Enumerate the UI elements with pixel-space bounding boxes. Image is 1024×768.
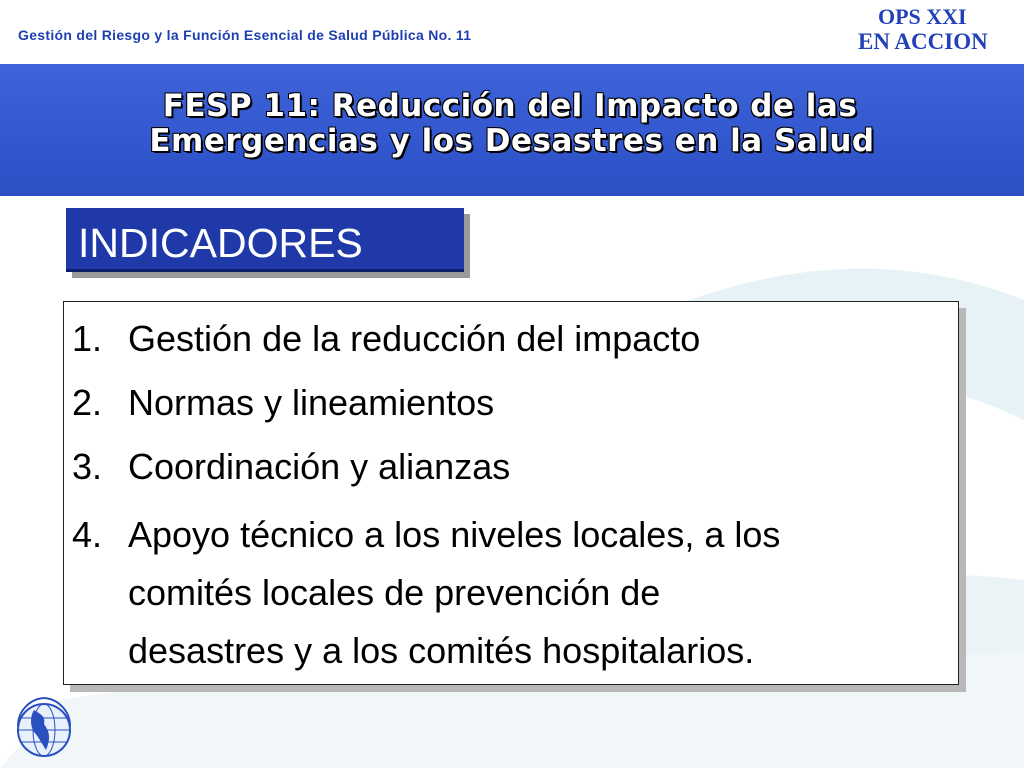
slide-title-line1: FESP 11: Reducción del Impacto de las xyxy=(162,88,858,124)
list-item: Apoyo técnico a los niveles locales, a los xyxy=(128,514,781,555)
list-item-number: 3. xyxy=(72,446,103,487)
list-item: Normas y lineamientos xyxy=(128,382,495,423)
globe-emblem-icon xyxy=(4,686,84,766)
list-item-number: 1. xyxy=(72,318,103,359)
list-item-number: 2. xyxy=(72,382,103,423)
logo-en-accion: EN ACCION xyxy=(858,29,988,54)
section-label: INDICADORES xyxy=(78,220,363,266)
list-item: Gestión de la reducción del impacto xyxy=(128,318,701,359)
logo-ops-xxi: OPS XXI xyxy=(878,4,967,29)
list-item-continuation: comités locales de prevención de xyxy=(128,572,661,613)
list-item-number: 4. xyxy=(72,514,103,555)
list-item: Coordinación y alianzas xyxy=(128,446,511,487)
list-item-continuation: desastres y a los comités hospitalarios. xyxy=(128,630,755,671)
slide-title-line2: Emergencias y los Desastres en la Salud xyxy=(149,123,875,159)
slide-header-subtitle: Gestión del Riesgo y la Función Esencial de Salud Pública No. 11 xyxy=(18,27,472,43)
